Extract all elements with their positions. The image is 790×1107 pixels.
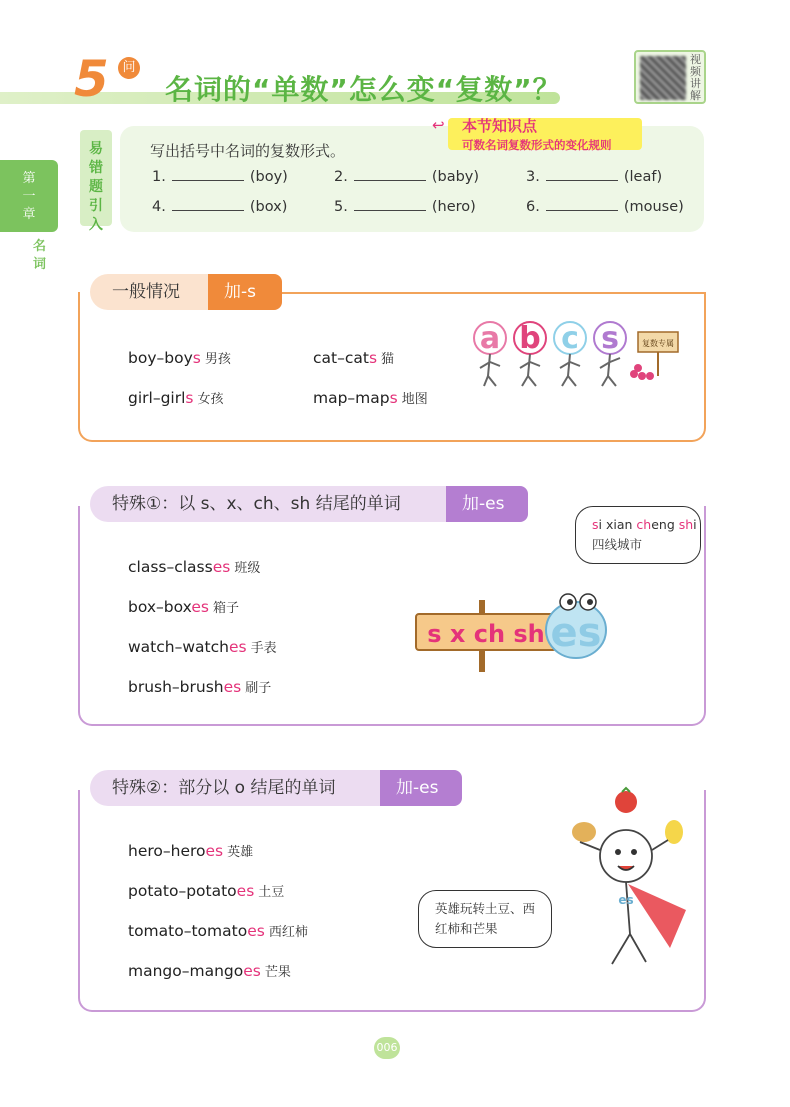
letter-a: a xyxy=(479,321,501,356)
word-pair: watch–watches 手表 xyxy=(128,638,277,656)
tab-char: 易 xyxy=(89,141,103,157)
bubble-line: 红柿和芒果 xyxy=(435,921,498,936)
answer-blank[interactable] xyxy=(546,169,618,181)
answer-blank[interactable] xyxy=(546,199,618,211)
chapter-char: 一 xyxy=(22,189,36,204)
answer-blank[interactable] xyxy=(354,199,426,211)
sign-text: 复数专属 xyxy=(642,339,674,348)
section-o-ending-rule: 加-es xyxy=(380,770,462,806)
chapter-char: 章 xyxy=(22,207,36,222)
video-label: 视频讲解 xyxy=(690,53,701,102)
word-pair: box–boxes 箱子 xyxy=(128,598,239,616)
question-badge: 问 xyxy=(118,57,140,79)
answer-blank[interactable] xyxy=(172,169,244,181)
word-pair: potato–potatoes 土豆 xyxy=(128,882,285,900)
knowledge-subtitle: 可数名词复数形式的变化规则 xyxy=(462,138,612,152)
curl-arrow-icon: ↩ xyxy=(432,116,445,134)
practice-instruction: 写出括号中名词的复数形式。 xyxy=(150,142,346,160)
frame-top-line xyxy=(282,292,706,294)
section-s-x-ch-sh-label: 特殊①：以 s、x、ch、sh 结尾的单词 xyxy=(90,486,452,522)
page-title: 名词的“单数”怎么变“复数”？ xyxy=(165,73,562,106)
section-o-ending-label: 特殊②：部分以 o 结尾的单词 xyxy=(90,770,386,806)
hero-juggling-illustration xyxy=(560,784,700,970)
letters-illustration xyxy=(466,316,696,390)
chapter-char: 第 xyxy=(22,171,36,186)
exercise-item[interactable]: 3. (leaf) xyxy=(526,169,663,185)
word-pair: map–maps 地图 xyxy=(313,389,428,407)
answer-blank[interactable] xyxy=(172,199,244,211)
tab-char: 入 xyxy=(89,217,103,233)
video-qr-box[interactable] xyxy=(634,50,706,104)
answer-blank[interactable] xyxy=(354,169,426,181)
word-pair: cat–cats 猫 xyxy=(313,349,395,367)
bubble-cn: 四线城市 xyxy=(592,537,643,552)
exercise-item[interactable]: 2. (baby) xyxy=(334,169,480,185)
exercise-item[interactable]: 1. (boy) xyxy=(152,169,288,185)
word-pair: girl–girls 女孩 xyxy=(128,389,224,407)
pinyin-line: si xian cheng shi xyxy=(592,517,697,532)
word-pair: boy–boys 男孩 xyxy=(128,349,231,367)
section-general-label: 一般情况 xyxy=(90,274,220,310)
letter-s: s xyxy=(601,321,619,356)
bubble-line: 英雄玩转土豆、西 xyxy=(435,901,536,916)
section-general-rule: 加-s xyxy=(208,274,282,310)
sign-es-illustration xyxy=(412,580,612,676)
word-pair: tomato–tomatoes 西红柿 xyxy=(128,922,308,940)
chapter-name: 名词 xyxy=(33,239,47,272)
hero-badge: es xyxy=(618,893,634,907)
word-pair: mango–mangoes 芒果 xyxy=(128,962,291,980)
chapter-tab xyxy=(0,160,58,232)
speech-bubble-pinyin xyxy=(575,506,701,564)
letter-c: c xyxy=(561,321,579,356)
knowledge-title: 本节知识点 xyxy=(462,117,538,135)
qr-code-icon[interactable] xyxy=(640,56,686,100)
es-character: es xyxy=(550,610,602,656)
word-pair: class–classes 班级 xyxy=(128,558,261,576)
tab-char: 错 xyxy=(89,160,103,176)
sign-letters: s x ch sh xyxy=(427,620,545,648)
speech-bubble-hero xyxy=(418,890,552,948)
letter-b: b xyxy=(519,321,541,356)
word-pair: hero–heroes 英雄 xyxy=(128,842,254,860)
exercise-item[interactable]: 6. (mouse) xyxy=(526,199,684,215)
exercise-item[interactable]: 4. (box) xyxy=(152,199,288,215)
tab-char: 引 xyxy=(89,198,103,214)
question-number: 5 xyxy=(74,50,109,108)
exercise-item[interactable]: 5. (hero) xyxy=(334,199,476,215)
error-intro-tab xyxy=(80,130,112,233)
word-pair: brush–brushes 刷子 xyxy=(128,678,272,696)
page-number: 006 xyxy=(374,1037,400,1059)
section-s-x-ch-sh-rule: 加-es xyxy=(446,486,528,522)
tab-char: 题 xyxy=(89,179,103,195)
